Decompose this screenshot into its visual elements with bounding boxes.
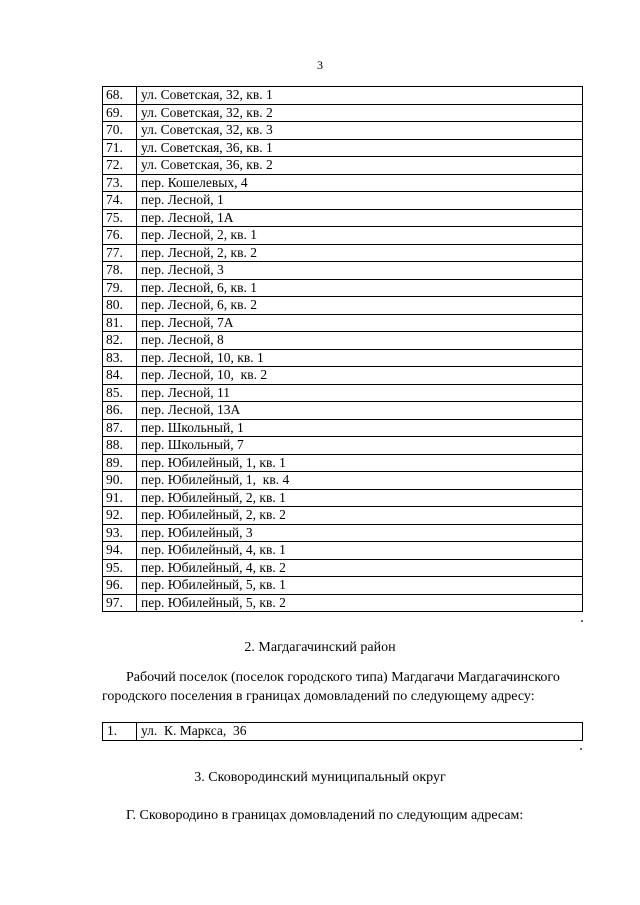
row-address: пер. Школьный, 1: [137, 419, 583, 437]
row-address: пер. Юбилейный, 4, кв. 1: [137, 542, 583, 560]
table-row: [103, 577, 583, 595]
scan-dot: [581, 620, 583, 622]
row-address: пер. Лесной, 2, кв. 1: [137, 227, 583, 245]
row-address: пер. Кошелевых, 4: [137, 174, 583, 192]
table-row: [103, 332, 583, 350]
row-address: пер. Юбилейный, 1, кв. 1: [137, 454, 583, 472]
row-address: пер. Лесной, 11: [137, 384, 583, 402]
row-address: пер. Юбилейный, 5, кв. 2: [137, 594, 583, 612]
table-row: [103, 157, 583, 175]
section-2-heading: 2. Магдагачинский район: [244, 640, 396, 655]
row-number: 69.: [103, 104, 137, 122]
row-address: пер. Юбилейный, 2, кв. 1: [137, 489, 583, 507]
table-row: [103, 723, 583, 741]
row-number: 81.: [103, 314, 137, 332]
row-number: 95.: [103, 559, 137, 577]
table-row: [103, 524, 583, 542]
section-3-heading: 3. Сковородинский муниципальный округ: [194, 770, 446, 785]
row-number: 70.: [103, 122, 137, 140]
table-row: [103, 437, 583, 455]
table-row: [103, 472, 583, 490]
table-row: [103, 122, 583, 140]
page-number: 3: [317, 58, 323, 72]
row-number: 79.: [103, 279, 137, 297]
table-row: [103, 139, 583, 157]
row-address: пер. Юбилейный, 2, кв. 2: [137, 507, 583, 525]
district-address-table: [102, 722, 583, 741]
row-number: 86.: [103, 402, 137, 420]
row-number: 71.: [103, 139, 137, 157]
row-address: ул. Советская, 36, кв. 2: [137, 157, 583, 175]
row-address: ул. К. Маркса, 36: [137, 723, 583, 741]
row-number: 85.: [103, 384, 137, 402]
table-row: [103, 87, 583, 105]
row-number: 78.: [103, 262, 137, 280]
row-address: пер. Лесной, 8: [137, 332, 583, 350]
row-number: 76.: [103, 227, 137, 245]
row-address: пер. Юбилейный, 1, кв. 4: [137, 472, 583, 490]
row-number: 89.: [103, 454, 137, 472]
table-row: [103, 297, 583, 315]
table-row: [103, 227, 583, 245]
row-number: 75.: [103, 209, 137, 227]
row-address: пер. Лесной, 2, кв. 2: [137, 244, 583, 262]
row-number: 84.: [103, 367, 137, 385]
row-address: пер. Лесной, 10, кв. 1: [137, 349, 583, 367]
row-address: пер. Школьный, 7: [137, 437, 583, 455]
table-row: [103, 244, 583, 262]
row-address: ул. Советская, 32, кв. 3: [137, 122, 583, 140]
row-address: пер. Лесной, 6, кв. 1: [137, 279, 583, 297]
table-row: [103, 559, 583, 577]
table-row: [103, 174, 583, 192]
row-address: пер. Лесной, 13А: [137, 402, 583, 420]
table-row: [103, 542, 583, 560]
row-number: 74.: [103, 192, 137, 210]
row-number: 1.: [103, 723, 137, 741]
row-number: 93.: [103, 524, 137, 542]
row-number: 80.: [103, 297, 137, 315]
row-address: пер. Юбилейный, 5, кв. 1: [137, 577, 583, 595]
row-number: 88.: [103, 437, 137, 455]
row-address: пер. Юбилейный, 3: [137, 524, 583, 542]
row-number: 77.: [103, 244, 137, 262]
row-number: 72.: [103, 157, 137, 175]
table-row: [103, 349, 583, 367]
table-row: [103, 367, 583, 385]
row-address: пер. Лесной, 3: [137, 262, 583, 280]
row-address: пер. Лесной, 7А: [137, 314, 583, 332]
row-address: пер. Лесной, 10, кв. 2: [137, 367, 583, 385]
row-number: 94.: [103, 542, 137, 560]
row-number: 82.: [103, 332, 137, 350]
row-number: 97.: [103, 594, 137, 612]
row-address: ул. Советская, 32, кв. 2: [137, 104, 583, 122]
section-2-paragraph-line-1: Рабочий поселок (поселок городского типа) Магдагачи Магдагачинского: [126, 670, 560, 685]
row-number: 87.: [103, 419, 137, 437]
row-number: 91.: [103, 489, 137, 507]
table-row: [103, 507, 583, 525]
row-address: ул. Советская, 36, кв. 1: [137, 139, 583, 157]
row-number: 90.: [103, 472, 137, 490]
table-row: [103, 594, 583, 612]
table-row: [103, 384, 583, 402]
row-number: 83.: [103, 349, 137, 367]
row-number: 73.: [103, 174, 137, 192]
district-address-table-body: [103, 723, 583, 741]
table-row: [103, 489, 583, 507]
address-table: [102, 86, 583, 612]
row-number: 68.: [103, 87, 137, 105]
row-number: 92.: [103, 507, 137, 525]
table-row: [103, 419, 583, 437]
row-address: пер. Лесной, 6, кв. 2: [137, 297, 583, 315]
address-table-body: [103, 87, 583, 612]
section-3-paragraph: Г. Сковородино в границах домовладений по следующим адресам:: [126, 808, 524, 823]
row-address: пер. Лесной, 1: [137, 192, 583, 210]
table-row: [103, 262, 583, 280]
table-row: [103, 402, 583, 420]
table-row: [103, 209, 583, 227]
table-row: [103, 454, 583, 472]
row-address: ул. Советская, 32, кв. 1: [137, 87, 583, 105]
table-row: [103, 314, 583, 332]
section-2-paragraph-line-2: городского поселения в границах домовладений по следующему адресу:: [102, 689, 535, 704]
row-address: пер. Юбилейный, 4, кв. 2: [137, 559, 583, 577]
table-row: [103, 104, 583, 122]
table-row: [103, 192, 583, 210]
row-number: 96.: [103, 577, 137, 595]
row-address: пер. Лесной, 1А: [137, 209, 583, 227]
scan-dot: [580, 748, 582, 750]
table-row: [103, 279, 583, 297]
